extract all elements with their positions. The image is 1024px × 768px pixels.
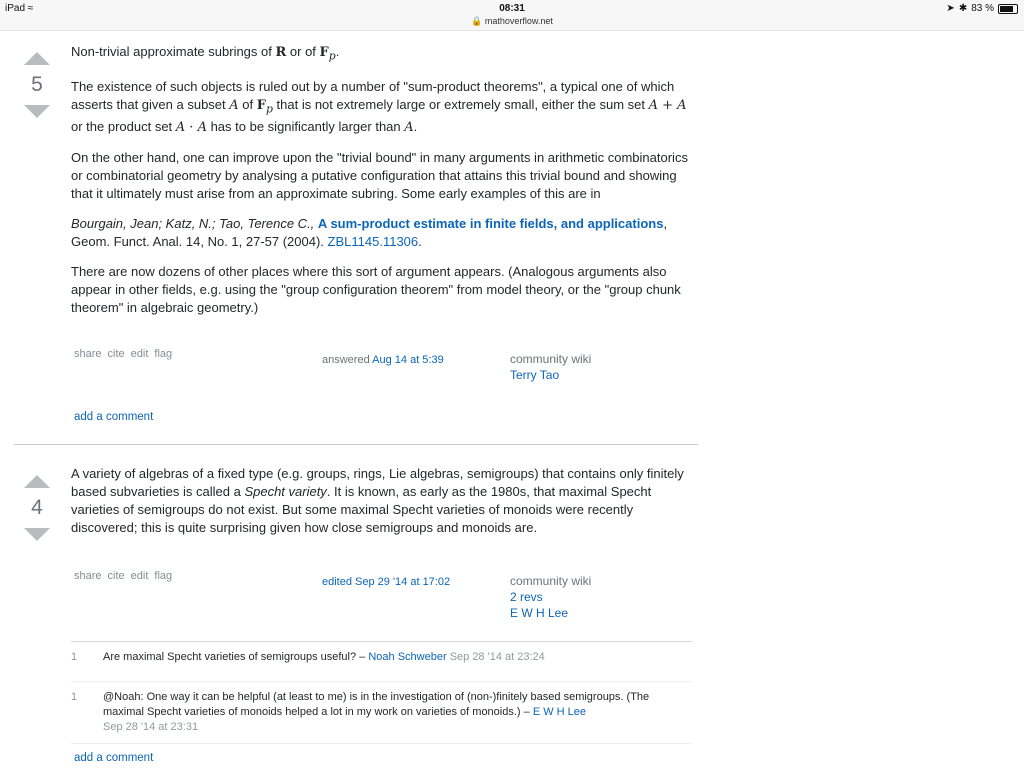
community-wiki-signature [510, 351, 591, 383]
vote-cell [22, 52, 52, 118]
paragraph: There are now dozens of other places where this sort of argument appears. (Analogous arguments also appear in other fields, e.g. using the "group configuration theorem" from model theory, or the "group chunk theorem" in algebraic geometry.) [71, 264, 681, 316]
comment-score: 1 [71, 691, 78, 703]
reference [71, 215, 691, 251]
comment-date[interactable]: Sep 28 '14 at 23:24 [449, 651, 545, 663]
math: R [275, 45, 287, 60]
math: F [319, 45, 329, 60]
vote-count: 4 [31, 496, 43, 519]
author-link[interactable]: Terry Tao [510, 368, 560, 382]
downvote-arrow-icon[interactable] [24, 105, 50, 118]
flag-link[interactable]: flag [154, 348, 173, 360]
math-subscript: p [328, 49, 336, 63]
text: Non-trivial approximate subrings of [71, 44, 276, 59]
add-comment-link[interactable]: add a comment [74, 752, 154, 764]
location-icon: ➤ [946, 3, 955, 14]
battery-fill [1000, 6, 1013, 12]
edit-link[interactable]: edit [130, 348, 149, 360]
upvote-arrow-icon[interactable] [24, 475, 50, 488]
author-link[interactable]: E W H Lee [510, 606, 569, 620]
battery-percent: 83 % [971, 3, 994, 14]
paragraph [71, 43, 691, 66]
text: or the product set [71, 119, 176, 135]
wiki-label: community wiki [510, 574, 592, 588]
text: The existence of such objects is ruled out by a number of "sum-product theorems", a typical one of which asserts that given a subset [71, 78, 675, 112]
comment [71, 682, 692, 744]
comment-score: 1 [71, 651, 78, 663]
text: of [238, 96, 257, 112]
wifi-icon: ≈ [27, 3, 34, 14]
bluetooth-icon: ✱ [958, 3, 968, 14]
text: or of [286, 44, 320, 59]
comment-text: Are maximal Specht varieties of semigroups useful? – [103, 651, 369, 663]
math: A [404, 120, 414, 136]
answer-divider [14, 444, 698, 445]
text: . [418, 234, 422, 250]
emphasis: Specht variety [244, 484, 327, 499]
edited-signature [322, 574, 450, 590]
add-comment-link[interactable]: add a comment [74, 411, 154, 423]
paragraph [71, 465, 691, 537]
share-link[interactable]: share [74, 570, 102, 582]
text: . It is known, as early as the 1980s, that maximal Specht varieties of semigroups do not exist. But some maximal Specht varieties of monoids were recently discovered; this is quite surprising given how close semigroups and monoids are. [71, 484, 652, 535]
ios-status-bar [0, 0, 1024, 31]
wiki-label: community wiki [510, 352, 592, 366]
address-bar[interactable] [0, 16, 1024, 27]
revisions-link[interactable]: 2 revs [510, 590, 543, 604]
downvote-arrow-icon[interactable] [24, 528, 50, 541]
vote-cell [22, 475, 52, 541]
clock: 08:31 [499, 3, 525, 14]
comment-body [103, 650, 692, 665]
flag-link[interactable]: flag [154, 570, 173, 582]
cite-link[interactable]: cite [107, 570, 125, 582]
vote-count: 5 [31, 73, 43, 96]
math: A + A [648, 97, 687, 113]
comment-user-link[interactable]: E W H Lee [532, 706, 586, 718]
reference-title-link[interactable]: A sum-product estimate in finite fields, and applications [317, 216, 664, 232]
comment [71, 642, 692, 682]
reference-authors: Bourgain, Jean; Katz, N.; Tao, Terence C., [71, 216, 315, 232]
comment-body [103, 690, 692, 735]
text: that is not extremely large or extremely small, either the sum set [272, 96, 649, 112]
post-body [71, 465, 691, 549]
device-label: iPad [5, 3, 26, 14]
answered-signature [322, 352, 444, 368]
paragraph: On the other hand, one can improve upon the "trivial bound" in many arguments in arithmetic combinatorics or combinatorial geometry by analysing a putative configuration that attains this trivial bound and showing that it ultimately must arise from an approximate subring. Some early examples of this are in [71, 150, 688, 202]
text: . [413, 119, 418, 135]
action-label: answered [322, 354, 370, 366]
post-menu [74, 570, 178, 582]
comments-list [71, 641, 692, 744]
share-link[interactable]: share [74, 348, 102, 360]
zbl-link[interactable]: ZBL1145.11306 [327, 234, 419, 250]
post-menu [74, 348, 178, 360]
math: A [229, 97, 239, 113]
comment-date[interactable]: Sep 28 '14 at 23:31 [103, 721, 199, 733]
edit-link[interactable]: edit [130, 570, 149, 582]
upvote-arrow-icon[interactable] [24, 52, 50, 65]
status-right [946, 3, 1018, 14]
math-subscript: p [265, 102, 273, 116]
community-wiki-signature [510, 573, 591, 621]
url-text: mathoverflow.net [484, 16, 553, 26]
math: A · A [175, 120, 207, 136]
comment-user-link[interactable]: Noah Schweber [368, 651, 447, 663]
text: has to be significantly larger than [206, 119, 405, 135]
battery-icon [998, 4, 1018, 14]
lock-icon: 🔒 [471, 16, 483, 26]
reference-details: , Geom. Funct. Anal. 14, No. 1, 27-57 (2004). [71, 216, 668, 250]
action-date-link[interactable]: Aug 14 at 5:39 [372, 354, 444, 366]
math: F [256, 97, 266, 113]
text: A variety of algebras of a fixed type (e.g. groups, rings, Lie algebras, semigroups) that contains only finitely based subvarieties is called a [71, 466, 684, 499]
text: . [335, 44, 340, 59]
edited-date-link[interactable]: edited Sep 29 '14 at 17:02 [322, 576, 451, 588]
post-body [71, 43, 691, 329]
paragraph [71, 78, 691, 138]
cite-link[interactable]: cite [107, 348, 125, 360]
comment-text: @Noah: One way it can be helpful (at least to me) is in the investigation of (non-)finitely based semigroups. (The maximal Specht varieties of monoids helped a lot in my work on varieties of monoids.) – [103, 691, 650, 718]
